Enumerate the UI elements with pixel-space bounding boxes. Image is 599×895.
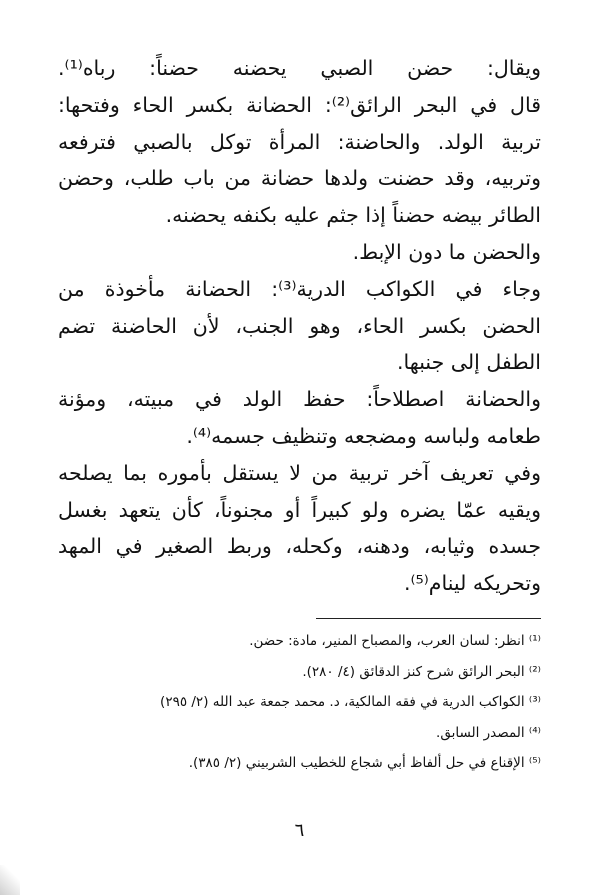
main-text	[58, 50, 541, 602]
text-line: تربية الولد. والحاضنة: المرأة توكل بالصبي فترفعه	[58, 129, 541, 154]
text-line: وتحريكه لينام⁽⁵⁾.	[403, 571, 541, 596]
footnote: ⁽⁵⁾ الإقناع في حل ألفاظ أبي شجاع للخطيب الشربيني (٢/ ٣٨٥).	[188, 755, 541, 771]
text-line: وتربيه، وقد حضنت ولدها حضانة من باب طلب، وحضن	[58, 166, 541, 191]
text-line: ويقال: حضن الصبي يحضنه حضناً: رباه⁽¹⁾.	[58, 56, 541, 80]
text-line: جسده وثيابه، ودهنه، وكحله، وربط الصغير في المهد	[58, 534, 541, 559]
scan-shadow	[0, 865, 20, 895]
text-line: وفي تعريف آخر تربية من لا يستقل بأموره بما يصلحه	[58, 460, 541, 485]
footnote: ⁽³⁾ الكواكب الدرية في فقه المالكية، د. محمد جمعة عبد الله (٢/ ٢٩٥)	[160, 694, 541, 710]
text-line: الحضن بكسر الحاء، وهو الجنب، لأن الحاضنة تضم	[58, 313, 541, 338]
footnote: ⁽¹⁾ انظر: لسان العرب، والمصباح المنير، مادة: حضن.	[249, 633, 541, 649]
text-line: طعامه ولباسه ومضجعه وتنظيف جسمه⁽⁴⁾.	[186, 423, 541, 448]
page-number: ٦	[294, 820, 305, 841]
footnote: ⁽²⁾ البحر الرائق شرح كنز الدقائق (٤/ ٢٨٠).	[302, 663, 541, 680]
text-line: والحضن ما دون الإبط.	[352, 239, 541, 264]
footnote: ⁽⁴⁾ المصدر السابق.	[436, 724, 541, 741]
text-line: ويقيه عمّا يضره ولو كبيراً أو مجنوناً، كأن يتعهد بغسل	[58, 497, 541, 522]
footnotes	[58, 626, 541, 779]
footnote-divider	[316, 618, 541, 619]
text-line: الطائر بيضه حضناً إذا جثم عليه بكنفه يحضنه.	[165, 203, 541, 228]
text-line: الطفل إلى جنبها.	[397, 350, 541, 375]
text-line: قال في البحر الرائق⁽²⁾: الحضانة بكسر الحاء وفتحها:	[58, 92, 541, 117]
text-line: والحضانة اصطلاحاً: حفظ الولد في مبيته، ومؤنة	[58, 387, 541, 412]
text-line: وجاء في الكواكب الدرية⁽³⁾: الحضانة مأخوذة من	[58, 276, 541, 301]
